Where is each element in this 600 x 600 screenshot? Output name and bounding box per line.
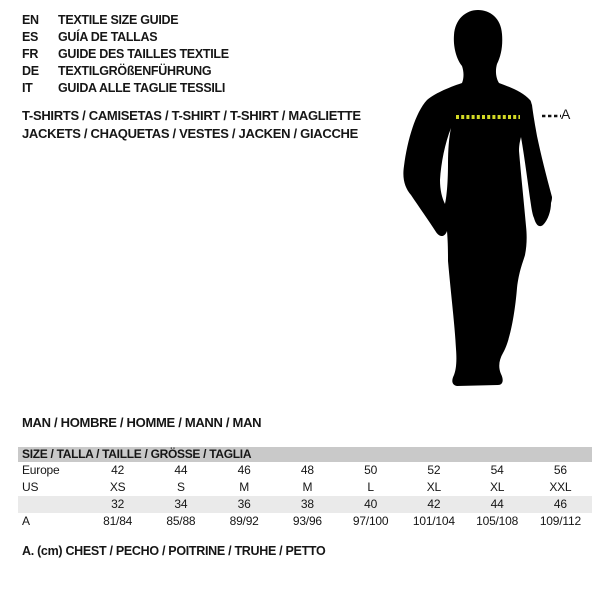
table-row-us xyxy=(18,479,592,496)
size-cell: 48 xyxy=(300,463,314,477)
language-row xyxy=(22,63,229,80)
size-cell: 52 xyxy=(427,463,441,477)
language-code: ES xyxy=(22,30,39,44)
size-cell: 89/92 xyxy=(229,514,259,528)
size-cell: 32 xyxy=(111,497,125,511)
row-label: US xyxy=(22,480,39,494)
language-title: GUIDA ALLE TAGLIE TESSILI xyxy=(58,81,226,95)
size-cell: 38 xyxy=(300,497,314,511)
language-title: TEXTILE SIZE GUIDE xyxy=(58,13,179,27)
size-cell: L xyxy=(367,480,374,494)
size-cell: XS xyxy=(109,480,126,494)
size-cell: 46 xyxy=(237,463,251,477)
language-row xyxy=(22,46,229,63)
table-row-europe xyxy=(18,462,592,479)
size-cell: 44 xyxy=(174,463,188,477)
size-cell: 105/108 xyxy=(476,514,519,528)
language-list xyxy=(22,12,229,97)
language-code: FR xyxy=(22,47,39,61)
language-row xyxy=(22,29,229,46)
man-body-shape xyxy=(403,10,552,386)
size-cell: 50 xyxy=(364,463,378,477)
language-code: DE xyxy=(22,64,39,78)
size-table xyxy=(18,447,592,530)
language-row xyxy=(22,12,229,29)
size-cell: 109/112 xyxy=(539,514,581,528)
category-line-tshirts: T-SHIRTS / CAMISETAS / T-SHIRT / T-SHIRT / MAGLIETTE xyxy=(22,108,361,123)
language-title: GUIDE DES TAILLES TEXTILE xyxy=(58,47,229,61)
size-cell: XXL xyxy=(549,480,572,494)
size-cell: M xyxy=(239,480,250,494)
size-cell: S xyxy=(176,480,185,494)
measurement-label-a: A xyxy=(561,106,571,122)
row-label: A xyxy=(22,514,30,528)
size-cell: 93/96 xyxy=(292,514,322,528)
measurement-footnote: A. (cm) CHEST / PECHO / POITRINE / TRUHE / PETTO xyxy=(22,544,326,558)
table-row-numeric xyxy=(18,496,592,513)
size-cell: 36 xyxy=(237,497,251,511)
size-cell: 42 xyxy=(427,497,441,511)
size-cell: 40 xyxy=(364,497,378,511)
size-cell: 42 xyxy=(111,463,125,477)
size-cell: XL xyxy=(426,480,442,494)
table-row-a xyxy=(18,513,592,530)
size-cell: XL xyxy=(489,480,505,494)
row-label xyxy=(18,496,86,513)
language-title: TEXTILGRÖßENFÜHRUNG xyxy=(58,64,212,78)
size-cell: 54 xyxy=(490,463,504,477)
garment-categories xyxy=(22,107,361,143)
size-table-header: SIZE / TALLA / TAILLE / GRÖSSE / TAGLIA xyxy=(18,447,592,462)
size-cell: 101/104 xyxy=(412,514,455,528)
man-silhouette xyxy=(395,5,570,390)
size-cell: 81/84 xyxy=(103,514,133,528)
size-cell: 97/100 xyxy=(352,514,389,528)
language-code: EN xyxy=(22,13,39,27)
size-cell: 46 xyxy=(553,497,567,511)
size-cell: 56 xyxy=(553,463,567,477)
language-row xyxy=(22,80,229,97)
size-cell: 34 xyxy=(174,497,188,511)
language-code: IT xyxy=(22,81,33,95)
size-cell: M xyxy=(302,480,313,494)
language-title: GUÍA DE TALLAS xyxy=(58,30,158,44)
row-label: Europe xyxy=(22,463,60,477)
size-cell: 85/88 xyxy=(166,514,196,528)
size-cell: 44 xyxy=(490,497,504,511)
section-title-man: MAN / HOMBRE / HOMME / MANN / MAN xyxy=(22,415,262,430)
category-line-jackets: JACKETS / CHAQUETAS / VESTES / JACKEN / GIACCHE xyxy=(22,126,358,141)
